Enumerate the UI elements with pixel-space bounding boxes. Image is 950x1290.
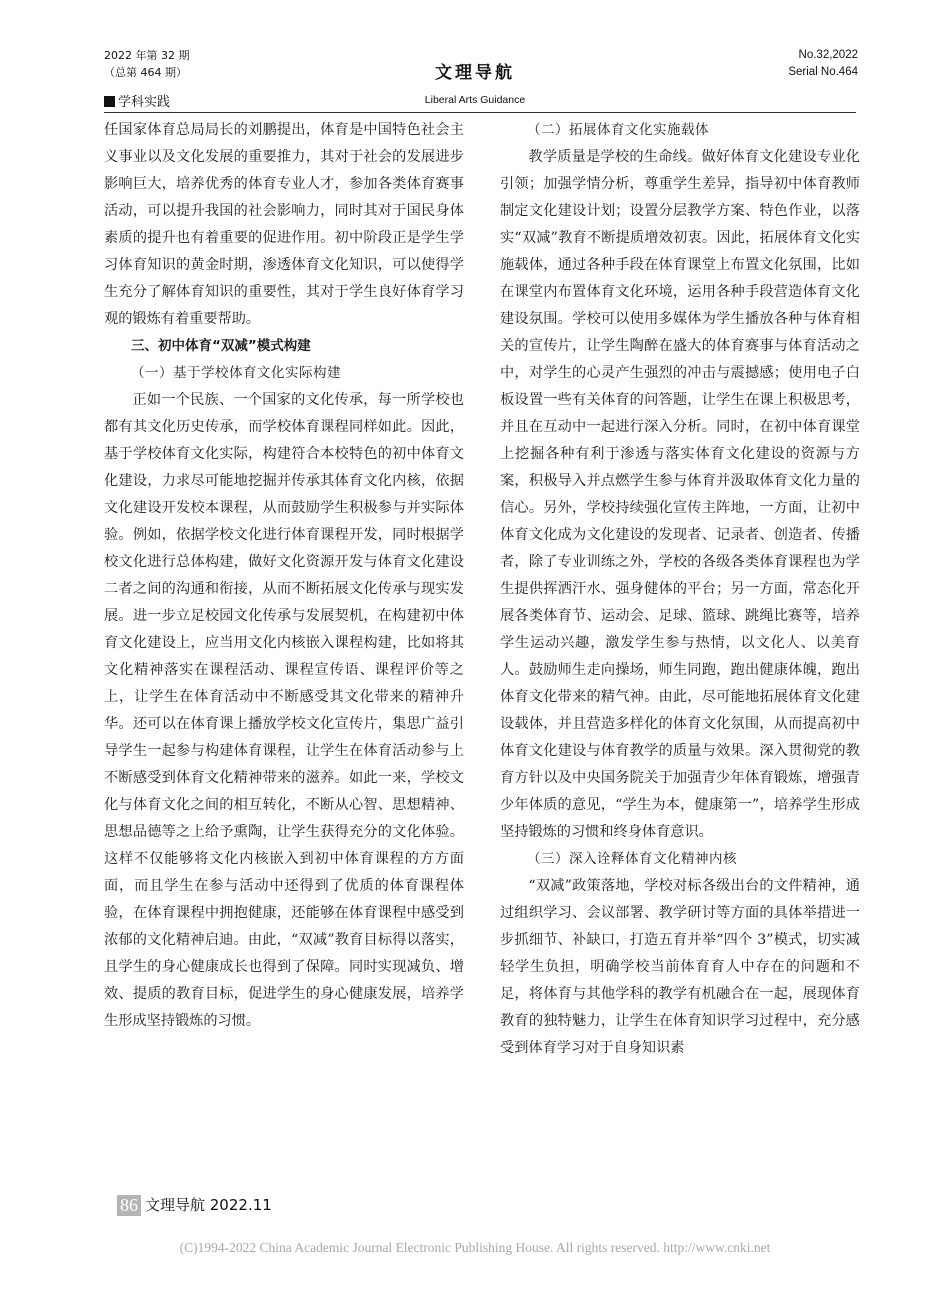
paragraph: 任国家体育总局局长的刘鹏提出，体育是中国特色社会主义事业以及文化发展的重要推力，其对于社会的发展进步影响巨大，培养优秀的体育专业人才，参加各类体育赛事活动，可以提升我国的社会影响力，同时其对于国民身体素质的提升也有着重要的促进作用。初中阶段正是学生学习体育知识的黄金时期，渗透体育文化知识，可以使得学生充分了解体育知识的重要性，其对于学生良好体育学习观的锻炼有着重要帮助。 <box>104 122 464 327</box>
subsection-heading: （三）深入诠释体育文化精神内核 <box>527 851 737 867</box>
left-column <box>104 117 464 1035</box>
header-rule <box>104 112 856 113</box>
paragraph: “双减”政策落地，学校对标各级出台的文件精神，通过组织学习、会议部署、教学研讨等方面的具体举措进一步抓细节、补缺口，打造五育并举“四个 3”模式，切实减轻学生负担，明确学校当前体育育人中存在的问题和不足，将体育与其他学科的教学有机融合在一起，展现体育教育的独特魅力，让学生在体育知识学习过程中，充分感受到体育学习对于自身知识素 <box>500 878 860 1056</box>
section-label-text: 学科实践 <box>118 95 171 110</box>
subsection-heading: （二）拓展体育文化实施载体 <box>527 122 709 138</box>
journal-title: 文理导航 <box>435 63 515 83</box>
issue-number: 2022 年第 32 期 <box>104 49 190 62</box>
section-heading: 三、初中体育“双减”模式构建 <box>131 338 311 354</box>
page-number: 86 <box>117 1195 141 1216</box>
issue-number-en: No.32,2022 <box>798 49 858 61</box>
serial-number-en: Serial No.464 <box>788 66 858 78</box>
right-column <box>500 117 860 1062</box>
issue-info-en <box>788 47 858 81</box>
footer-journal-issue: 文理导航 2022.11 <box>145 1196 272 1214</box>
paragraph: 教学质量是学校的生命线。做好体育文化建设专业化引领；加强学情分析，尊重学生差异，指导初中体育教师制定文化建设计划；设置分层教学方案、特色作业，以落实“双减”教育不断提质增效初衷。因此，拓展体育文化实施载体，通过各种手段在体育课堂上布置文化氛围，比如在课堂内布置体育文化环境，运用各种手段营造体育文化建设氛围。学校可以使用多媒体为学生播放各种与体育相关的宣传片，让学生陶醉在盛大的体育赛事与体育活动之中，对学生的心灵产生强烈的冲击与震撼感；使用电子白板设置一些有关体育的问答题，让学生在课上积极思考，并且在互动中一起进行深入分析。同时，在初中体育课堂上挖掘各种有利于渗透与落实体育文化建设的资源与方案，积极导入并点燃学生参与体育并汲取体育文化力量的信心。另外，学校持续强化宣传主阵地，一方面，让初中体育文化成为文化建设的发现者、记录者、创造者、传播者，除了专业训练之外，学校的各级各类体育课程也为学生提供挥洒汗水、强身健体的平台；另一方面，常态化开展各类体育节、运动会、足球、篮球、跳绳比赛等，培养学生运动兴趣，激发学生参与热情，以文化人、以美育人。鼓励师生走向操场，师生同跑，跑出健康体魄，跑出体育文化带来的精气神。由此，尽可能地拓展体育文化建设载体，并且营造多样化的体育文化氛围，从而提高初中体育文化建设与体育教学的质量与效果。深入贯彻党的教育方针以及中央国务院关于加强青少年体育锻炼，增强青少年体质的意见，“学生为本，健康第一”，培养学生形成坚持锻炼的习惯和终身体育意识。 <box>500 149 860 840</box>
subsection-heading: （一）基于学校体育文化实际构建 <box>131 365 341 381</box>
serial-number: （总第 464 期） <box>104 66 187 79</box>
journal-title-en: Liberal Arts Guidance <box>424 94 526 106</box>
paragraph: 正如一个民族、一个国家的文化传承，每一所学校也都有其文化历史传承，而学校体育课程同样如此。因此，基于学校体育文化实际，构建符合本校特色的初中体育文化建设，力求尽可能地挖掘并传承其体育文化内核，依据文化建设开发校本课程，从而鼓励学生积极参与并实际体验。例如，依据学校文化进行体育课程开发，同时根据学校文化进行总体构建，做好文化资源开发与体育文化建设二者之间的沟通和衔接，从而不断拓展文化传承与现实发展。进一步立足校园文化传承与发展契机，在构建初中体育文化建设上，应当用文化内核嵌入课程构建，比如将其文化精神落实在课程活动、课程宣传语、课程评价等之上，让学生在体育活动中不断感受其文化带来的精神升华。还可以在体育课上播放学校文化宣传片，集思广益引导学生一起参与构建体育课程，让学生在体育活动参与上不断感受到体育文化精神带来的滋养。如此一来，学校文化与体育文化之间的相互转化，不断从心智、思想精神、思想品德等之上给予熏陶，让学生获得充分的文化体验。这样不仅能够将文化内核嵌入到初中体育课程的方方面面，而且学生在参与活动中还得到了优质的体育课程体验，在体育课程中拥抱健康，还能够在体育课程中感受到浓郁的文化精神启迪。由此，“双减”教育目标得以落实，且学生的身心健康成长也得到了保障。同时实现减负、增效、提质的教育目标，促进学生的身心健康发展，培养学生形成坚持锻炼的习惯。 <box>104 392 464 1029</box>
page-footer <box>117 1194 272 1216</box>
copyright-notice: (C)1994-2022 China Academic Journal Electronic Publishing House. All rights reserved. http://www.cnki.net <box>179 1240 771 1255</box>
